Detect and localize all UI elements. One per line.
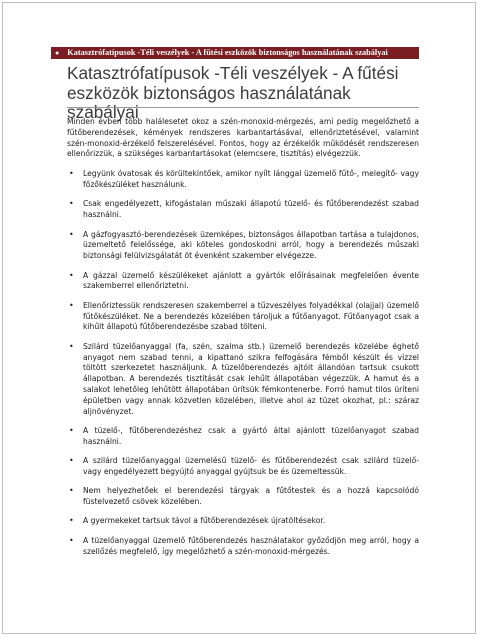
rule-text: A szilárd tüzelőanyaggal üzemelésű tüzelő- és fűtőberendezést csak szilárd tüzelő- vagy engedélyezett begyújtó anyaggal gyújtsuk be és üzemeltessük. — [83, 456, 419, 476]
banner-title: Katasztrófatípusok -Téli veszélyek - A fűtési eszközök biztonságos használatának szabályai — [67, 48, 388, 57]
page-title: Katasztrófatípusok -Téli veszélyek - A fűtési eszközök biztonságos használatának szabályai — [67, 63, 399, 122]
rule-text: A gázzal üzemelő készülékeket ajánlott a gyártók előírásainak megfelelően évente szakemberrel ellenőriztetni. — [83, 270, 419, 291]
list-item — [67, 169, 419, 191]
bullet-icon: • — [69, 535, 74, 545]
rule-text: Csak engedélyezett, kifogástalan műszaki állapotú tüzelő- és fűtőberendezést szabad használni. — [83, 199, 419, 220]
rule-text: Ellenőriztessük rendszeresen szakemberrel a tűzveszélyes folyadékkal (olajjal) üzemelő fűtőkészüléket. Ne a berendezés közelében tároljuk a fűtőanyagot. Fűtőanyagot csak a kihűlt állapotú fűtőberendezésbe szabad tölteni. — [83, 300, 419, 332]
bullet-icon: • — [69, 169, 74, 179]
safety-rules-list — [67, 169, 419, 557]
rule-text: Legyünk óvatosak és körültekintőek, amikor nyílt lánggal üzemelő fűtő-, melegítő- vagy főzőkészüléket használunk. — [83, 169, 419, 189]
bullet-icon: • — [69, 341, 74, 351]
list-item — [67, 516, 419, 527]
bullet-icon: • — [69, 199, 74, 209]
list-item — [67, 536, 419, 558]
intro-paragraph: Minden évben több halálesetet okoz a szén-monoxid-mérgezés, ami pedig megelőzhető a fűtőberendezések, kémények rendszeres karbantartásával, ellenőriztetésével, valamint szén-monoxid-érzékelő felszerelésével. Fontos, hogy az érzékelők működését rendszeresen ellenőrizzük, a szükséges karbantartásokat (elemcsere, tisztítás) elvégezzük. — [67, 117, 419, 159]
header-banner — [51, 47, 419, 59]
bullet-icon: • — [69, 516, 74, 526]
list-item — [67, 456, 419, 478]
list-item — [67, 301, 419, 333]
bullet-icon: • — [69, 486, 74, 496]
list-item — [67, 271, 419, 293]
bullet-icon: ● — [55, 49, 60, 57]
document-body — [67, 117, 419, 566]
bullet-icon: • — [69, 270, 74, 280]
list-item — [67, 426, 419, 448]
list-item — [67, 199, 419, 221]
rule-text: A gázfogyasztó-berendezések üzemképes, biztonságos állapotban tartása a tulajdonos, üzemeltető felelőssége, aki köteles gondoskodni arról, hogy a berendezés műszaki biztonsági felülvizsgálatát öt évenként szakember elvégezze. — [83, 229, 419, 261]
list-item — [67, 342, 419, 418]
bullet-icon: • — [69, 229, 74, 239]
rule-text: Szilárd tüzelőanyaggal (fa, szén, szalma stb.) üzemelő berendezés közelébe éghető anyagot nem szabad tenni, a kipattanó szikra felfogására fémből készült és vízzel töltött szerkezetet használjunk. A tüzelőberendezés ajtóit állandóan tartsuk csukott állapotban. A berendezés tisztítását csak lehűlt állapotában végezzük. A hamut és a salakot lehetőleg lehűtött állapotában ürítsük fémkontenerbe. Forró hamut tilos üríteni épületben vagy annak közvetlen közelében, illetve ahol az tüzet okozhat, pl.: száraz aljnövényzet. — [83, 341, 419, 416]
rule-text: A gyermekeket tartsuk távol a fűtőberendezések újratöltésekor. — [83, 516, 326, 526]
rule-text: Nem helyezhetőek el berendezési tárgyak a fűtőtestek és a hozzá kapcsolódó füstelvezető csövek közelében. — [83, 486, 419, 507]
title-divider — [67, 107, 419, 108]
bullet-icon: • — [69, 300, 74, 310]
list-item — [67, 486, 419, 508]
bullet-icon: • — [69, 425, 74, 435]
bullet-icon: • — [69, 456, 74, 466]
rule-text: A tüzelő-, fűtőberendezéshez csak a gyártó által ajánlott tüzelőanyagot szabad használni. — [83, 425, 419, 446]
rule-text: A tüzelőanyaggal üzemelő fűtőberendezés használatakor győződjön meg arról, hogy a szellőzés megfelelő, így megelőzhető a szén-monoxid-mérgezés. — [83, 535, 419, 556]
list-item — [67, 230, 419, 262]
